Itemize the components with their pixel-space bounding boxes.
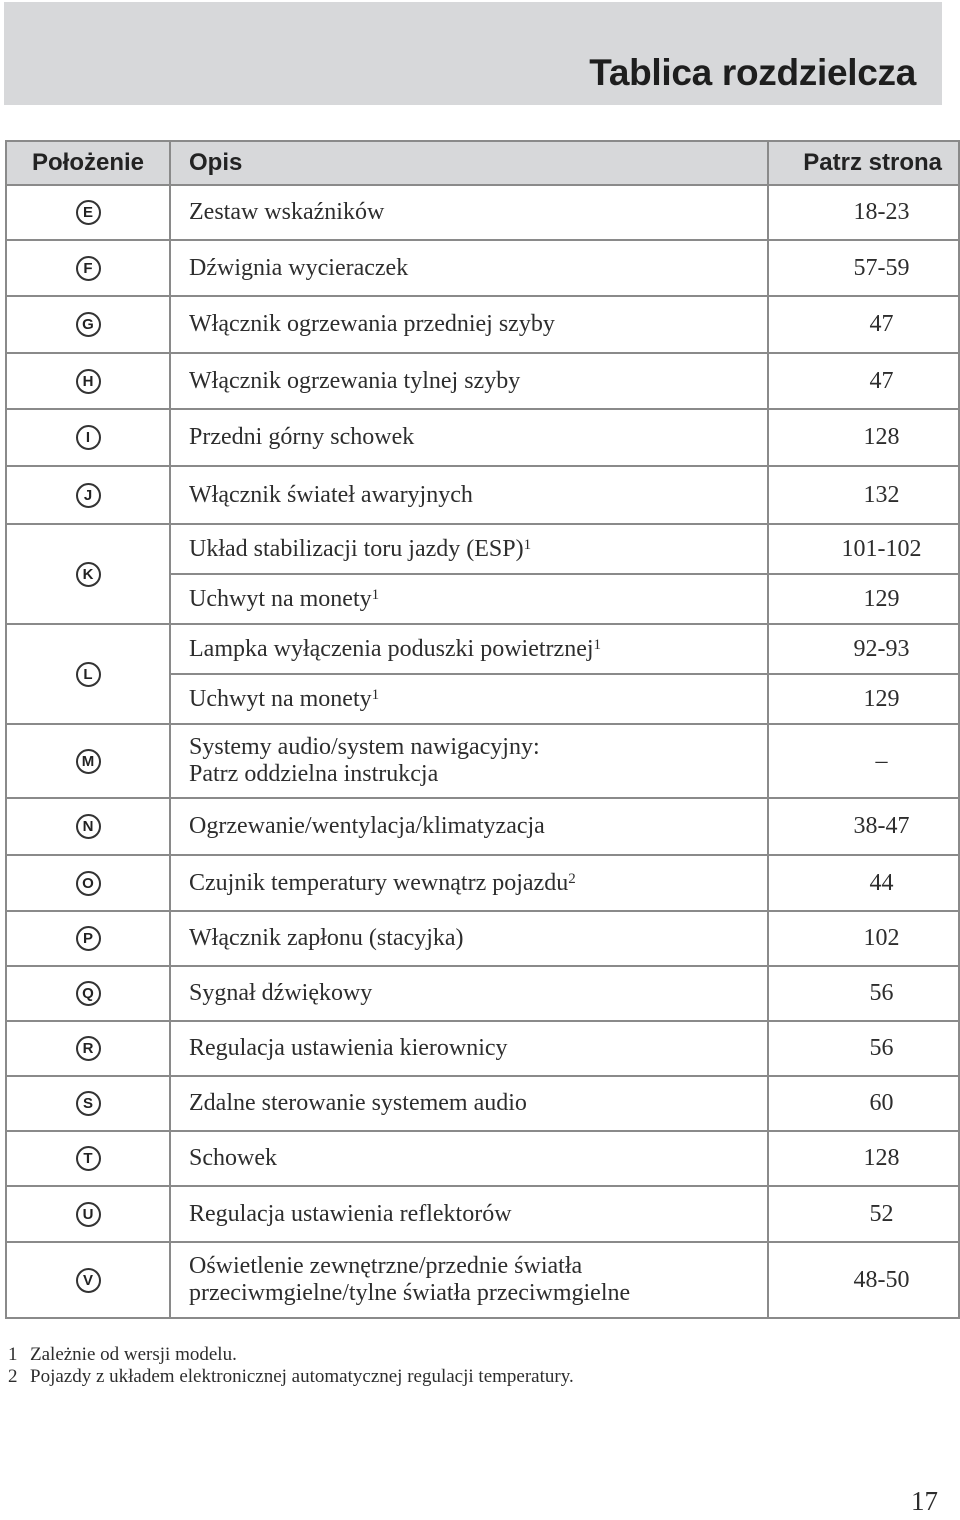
page-cell: 18-23 [768, 185, 959, 240]
page-cell: 128 [768, 409, 959, 466]
page-cell: – [768, 724, 959, 798]
table-row [6, 1186, 959, 1242]
header-page: Patrz strona [768, 141, 959, 185]
table-row [6, 724, 959, 798]
description-cell [170, 674, 768, 724]
table-row [6, 353, 959, 409]
description-cell [170, 524, 768, 574]
table-row [6, 409, 959, 466]
description-cell: Regulacja ustawienia reflektorów [170, 1186, 768, 1242]
page-cell: 47 [768, 296, 959, 353]
description-cell [170, 574, 768, 624]
page-cell: 101-102 [768, 524, 959, 574]
position-badge: P [76, 926, 101, 951]
header-description: Opis [170, 141, 768, 185]
position-badge: M [76, 749, 101, 774]
description-text: Uchwyt na monety [189, 585, 372, 612]
table-row [6, 966, 959, 1021]
description-cell: Przedni górny schowek [170, 409, 768, 466]
page-cell: 128 [768, 1131, 959, 1186]
table-row [6, 524, 959, 574]
position-badge: H [76, 369, 101, 394]
position-badge: Q [76, 981, 101, 1006]
table-row [6, 911, 959, 966]
description-cell [170, 724, 768, 798]
table-row [6, 240, 959, 296]
table-header-row [6, 141, 959, 185]
table-row [6, 1076, 959, 1131]
footnote [8, 1344, 574, 1366]
description-text: Lampka wyłączenia poduszki powietrznej [189, 635, 594, 662]
footnote-text: Zależnie od wersji modelu. [30, 1344, 237, 1365]
description-cell: Włącznik ogrzewania tylnej szyby [170, 353, 768, 409]
position-badge: V [76, 1268, 101, 1293]
page-cell: 60 [768, 1076, 959, 1131]
position-badge: E [76, 200, 101, 225]
description-cell: Włącznik zapłonu (stacyjka) [170, 911, 768, 966]
footnote-number: 2 [8, 1366, 18, 1387]
description-cell [170, 855, 768, 911]
position-badge: F [76, 256, 101, 281]
dashboard-table [5, 140, 960, 1319]
position-badge: K [76, 562, 101, 587]
page-cell: 38-47 [768, 798, 959, 855]
description-cell: Sygnał dźwiękowy [170, 966, 768, 1021]
position-badge: O [76, 871, 101, 896]
page-cell: 56 [768, 1021, 959, 1076]
page-cell: 102 [768, 911, 959, 966]
footnote-ref: 1 [371, 586, 380, 603]
page-cell: 48-50 [768, 1242, 959, 1318]
footnote [8, 1366, 574, 1388]
description-cell: Ogrzewanie/wentylacja/klimatyzacja [170, 798, 768, 855]
description-cell: Schowek [170, 1131, 768, 1186]
table-row [6, 798, 959, 855]
description-line: Systemy audio/system nawigacyjny: [189, 734, 540, 760]
footnote-ref: 1 [523, 536, 532, 553]
position-badge: L [76, 662, 101, 687]
description-line: Patrz oddzielna instrukcja [189, 761, 439, 787]
position-badge: G [76, 312, 101, 337]
table-row [6, 855, 959, 911]
footnote-text: Pojazdy z układem elektronicznej automatycznej regulacji temperatury. [30, 1366, 574, 1387]
description-text: Uchwyt na monety [189, 685, 372, 712]
description-cell: Dźwignia wycieraczek [170, 240, 768, 296]
header-position: Położenie [6, 141, 170, 185]
description-cell: Zdalne sterowanie systemem audio [170, 1076, 768, 1131]
footnotes [8, 1344, 574, 1388]
page-cell: 92-93 [768, 624, 959, 674]
page-title: Tablica rozdzielcza [589, 52, 916, 93]
footnote-number: 1 [8, 1344, 18, 1365]
description-cell: Regulacja ustawienia kierownicy [170, 1021, 768, 1076]
table-row [6, 1242, 959, 1318]
description-text: Układ stabilizacji toru jazdy (ESP) [189, 535, 524, 562]
description-cell: Włącznik świateł awaryjnych [170, 466, 768, 524]
description-cell: Włącznik ogrzewania przedniej szyby [170, 296, 768, 353]
page-cell: 129 [768, 574, 959, 624]
position-badge: R [76, 1036, 101, 1061]
position-badge: N [76, 814, 101, 839]
description-cell: Zestaw wskaźników [170, 185, 768, 240]
position-badge: I [76, 425, 101, 450]
page-cell: 132 [768, 466, 959, 524]
table-row [6, 185, 959, 240]
table-row [6, 466, 959, 524]
description-text: Czujnik temperatury wewnątrz pojazdu [189, 869, 569, 896]
description-cell [170, 624, 768, 674]
table-row [6, 624, 959, 674]
page-cell: 47 [768, 353, 959, 409]
position-badge: S [76, 1091, 101, 1116]
footnote-ref: 1 [593, 636, 602, 653]
description-line: przeciwmgielne/tylne światła przeciwmgielne [189, 1280, 631, 1306]
position-badge: J [76, 483, 101, 508]
position-badge: T [76, 1146, 101, 1171]
page-cell: 57-59 [768, 240, 959, 296]
position-badge: U [76, 1202, 101, 1227]
footnote-ref: 2 [568, 870, 576, 887]
page-cell: 129 [768, 674, 959, 724]
page-cell: 44 [768, 855, 959, 911]
description-line: Oświetlenie zewnętrzne/przednie światła [189, 1253, 583, 1279]
table-row [6, 296, 959, 353]
table-row [6, 1131, 959, 1186]
page-number: 17 [911, 1486, 938, 1516]
page-cell: 52 [768, 1186, 959, 1242]
page-cell: 56 [768, 966, 959, 1021]
description-cell [170, 1242, 768, 1318]
table-row [6, 1021, 959, 1076]
footnote-ref: 1 [371, 686, 380, 703]
